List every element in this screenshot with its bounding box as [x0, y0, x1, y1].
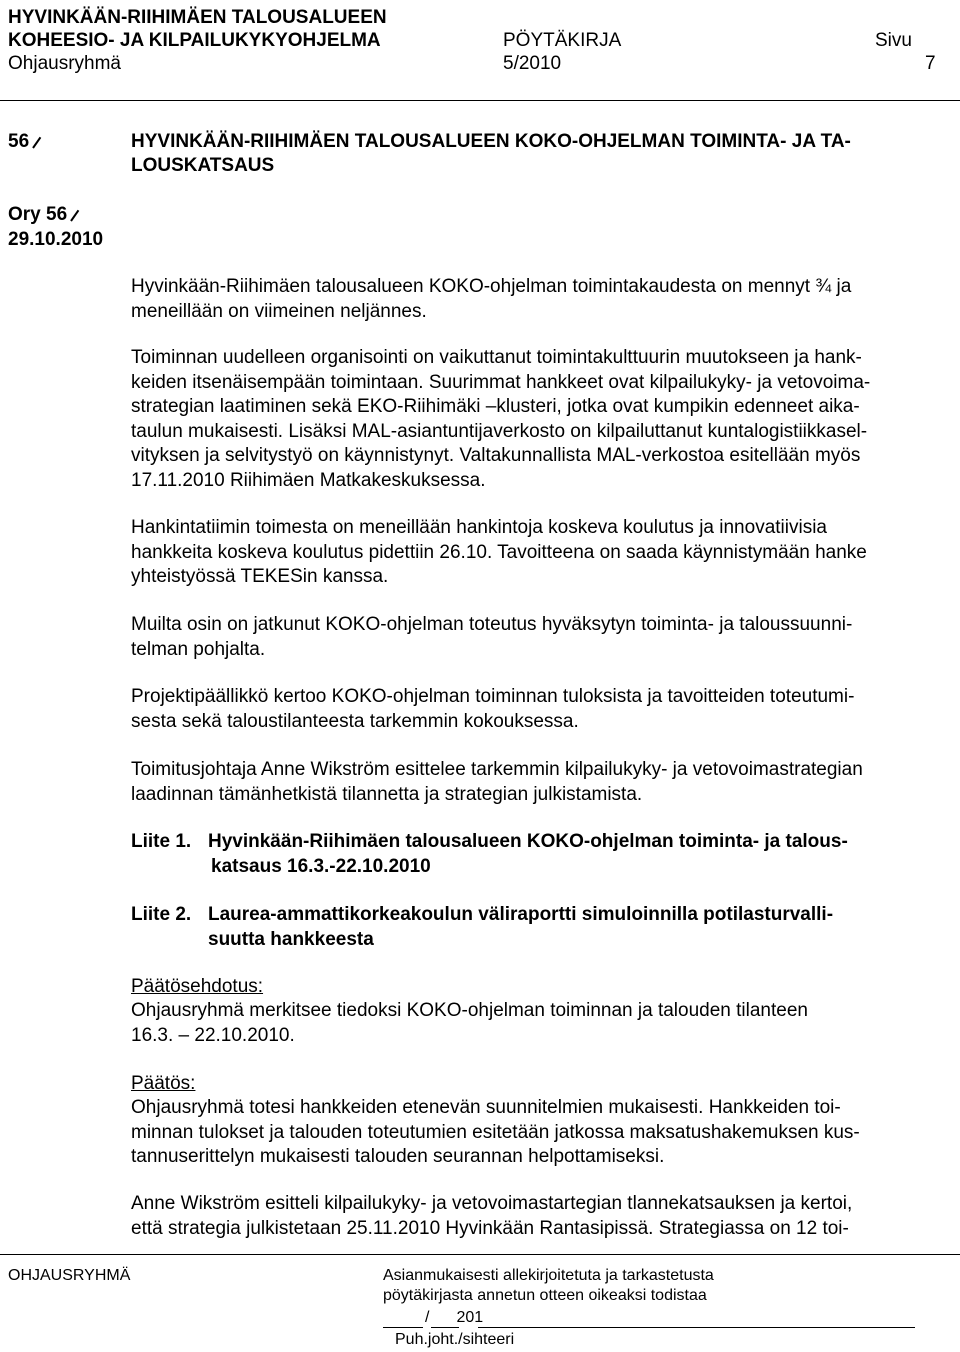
footer-month-blank: [431, 1327, 459, 1328]
paragraph-line: Anne Wikström esitteli kilpailukyky- ja vetovoimastartegian tlannekatsauksen ja kertoi,: [131, 1193, 853, 1214]
footer-cert-line: Asianmukaisesti allekirjoitetuta ja tarkastetusta: [383, 1267, 714, 1284]
section-mark: [33, 137, 47, 149]
proposal-line: Ohjausryhmä merkitsee tiedoksi KOKO-ohjelman toiminnan ja talouden tilanteen: [131, 1000, 808, 1021]
footer-divider: [0, 1254, 960, 1255]
paragraph-line: sesta sekä taloustilanteesta tarkemmin kokouksessa.: [131, 710, 579, 732]
paragraph-line: Toiminnan uudelleen organisointi on vaikuttanut toimintakulttuurin muutokseen ja hank-: [131, 347, 862, 368]
paragraph-line: taulun mukaisesti. Lisäksi MAL-asiantuntijaverkosto on kilpailuttanut kuntalogistiikkasel-: [131, 420, 868, 442]
paragraph-4: [131, 613, 852, 662]
footer-cert-line: pöytäkirjasta annetun otteen oikeaksi todistaa: [383, 1287, 707, 1304]
section-ref-date: 29.10.2010: [8, 229, 104, 250]
footer-signature-label: Puh.joht./sihteeri: [395, 1331, 515, 1348]
paragraph-3: [131, 516, 867, 590]
footer-certification: [383, 1266, 714, 1306]
decision-line: Ohjausryhmä totesi hankkeiden etenevän suunnitelmien mukaisesti. Hankkeiden toi-: [131, 1097, 841, 1118]
paragraph-line: hankkeita koskeva koulutus pidettiin 26.10. Tavoitteena on saada käynnistymään hanke: [131, 541, 867, 563]
attachment-1-title: [208, 830, 848, 879]
paragraph-line: Hyvinkään-Riihimäen talousalueen KOKO-ohjelman toimintakaudesta on mennyt ¾ ja: [131, 276, 852, 297]
attachment-2-title: [208, 903, 833, 952]
paragraph-line: telman pohjalta.: [131, 638, 266, 660]
paragraph-line: strategian laatiminen sekä EKO-Riihimäki –klusteri, jotka ovat kumpikin edenneet aika-: [131, 396, 860, 417]
paragraph-2: [131, 346, 870, 493]
paragraph-5: [131, 685, 854, 734]
paragraph-6: [131, 758, 863, 807]
paragraph-line: Hankintatiimin toimesta on meneillään hankintoja koskeva koulutus ja innovatiivisia: [131, 517, 827, 538]
paragraph-line: Toimitusjohtaja Anne Wikström esittelee tarkemmin kilpailukyky- ja vetovoimastrategian: [131, 759, 863, 780]
section-number: 56: [8, 131, 30, 152]
attachment-line: Hyvinkään-Riihimäen talousalueen KOKO-ohjelman toiminta- ja talous-: [208, 831, 848, 852]
section-number-block: [8, 130, 47, 155]
header-meeting-number: 5/2010: [503, 53, 562, 74]
footer-date-slash: /: [425, 1309, 430, 1326]
section-ref-label: Ory 56: [8, 204, 68, 225]
paragraph-line: 17.11.2010 Riihimäen Matkakeskuksessa.: [131, 469, 486, 491]
signature-line: [478, 1327, 915, 1328]
footer-date-line: [383, 1308, 483, 1328]
paragraph-line: keiden itsenäisempään toimintaan. Suurimmat hankkeet ovat kilpailukyky- ja vetovoima-: [131, 371, 871, 393]
attachment-line: katsaus 16.3.-22.10.2010: [211, 855, 431, 877]
header-org-line1: HYVINKÄÄN-RIIHIMÄEN TALOUSALUEEN: [8, 7, 387, 28]
header-org-line2: KOHEESIO- JA KILPAILUKYKYOHJELMA: [8, 30, 381, 51]
section-ref-block: [8, 203, 85, 228]
paragraph-line: yhteistyössä TEKESin kanssa.: [131, 566, 389, 587]
proposal-text: [131, 999, 808, 1048]
footer-date-year: 201: [456, 1309, 484, 1326]
decision-line: minnan tulokset ja talouden toteutumien esitetään jatkossa maksatushakemuksen kus-: [131, 1121, 860, 1143]
attachment-line: suutta hankkeesta: [208, 928, 374, 950]
paragraph-7: [131, 1192, 852, 1241]
decision-heading: Päätös:: [131, 1073, 196, 1094]
header-divider: [0, 100, 960, 101]
section-ref-mark: [71, 210, 85, 222]
header-page-label: Sivu: [875, 30, 912, 51]
decision-text: [131, 1096, 860, 1170]
paragraph-line: meneillään on viimeinen neljännes.: [131, 300, 427, 322]
section-title-line1: HYVINKÄÄN-RIIHIMÄEN TALOUSALUEEN KOKO-OHJELMAN TOIMINTA- JA TA-: [131, 131, 851, 152]
paragraph-line: laadinnan tämänhetkistä tilannetta ja strategian julkistamista.: [131, 783, 643, 805]
header-body-name: Ohjausryhmä: [8, 53, 121, 74]
paragraph-line: vityksen ja selvitystyö on käynnistynyt. Valtakunnallista MAL-verkostoa esitellään myös: [131, 445, 861, 466]
proposal-line: 16.3. – 22.10.2010.: [131, 1024, 295, 1046]
proposal-heading: Päätösehdotus:: [131, 976, 264, 997]
header-doc-type: PÖYTÄKIRJA: [503, 30, 622, 51]
header-page-number: 7: [925, 53, 936, 74]
paragraph-line: Projektipäällikkö kertoo KOKO-ohjelman toiminnan tuloksista ja tavoitteiden toteutumi-: [131, 686, 855, 707]
decision-line: tannuserittelyn mukaisesti talouden seurannan helpottamiseksi.: [131, 1146, 665, 1167]
footer-day-blank: [383, 1327, 423, 1328]
paragraph-1: [131, 275, 851, 324]
footer-body-name: OHJAUSRYHMÄ: [8, 1267, 131, 1284]
paragraph-line: Muilta osin on jatkunut KOKO-ohjelman toteutus hyväksytyn toiminta- ja taloussuunni-: [131, 614, 853, 635]
paragraph-line: että strategia julkistetaan 25.11.2010 Hyvinkään Rantasipissä. Strategiassa on 12 toi-: [131, 1217, 849, 1239]
section-title-line2: LOUSKATSAUS: [131, 155, 275, 176]
attachment-2-label: Liite 2.: [131, 904, 192, 925]
attachment-1-label: Liite 1.: [131, 831, 192, 852]
attachment-line: Laurea-ammattikorkeakoulun väliraportti simuloinnilla potilasturvalli-: [208, 904, 834, 925]
